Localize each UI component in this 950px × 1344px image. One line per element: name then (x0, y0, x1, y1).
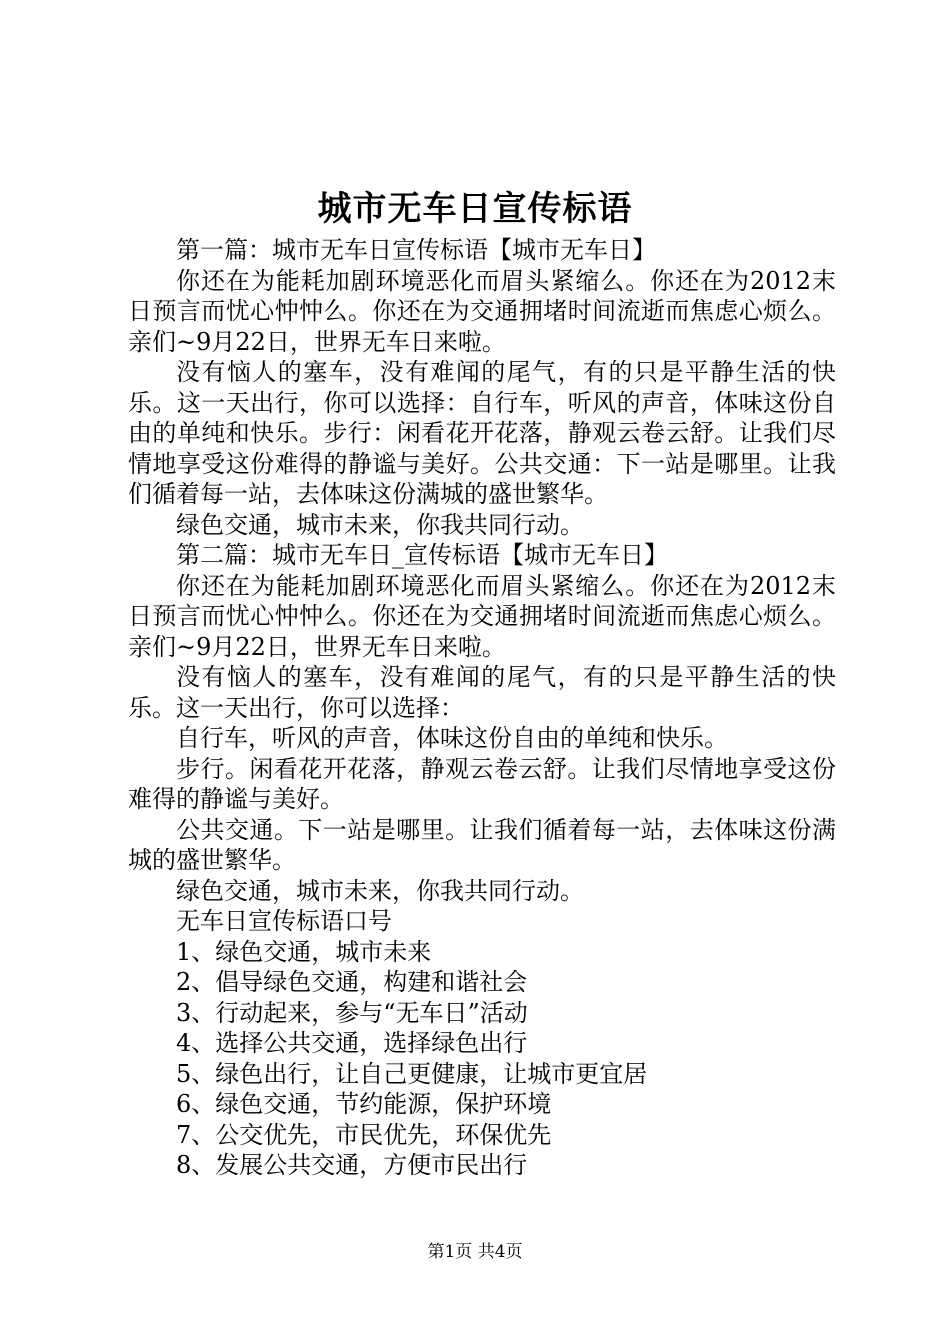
list-item: 6、绿色交通，节约能源，保护环境 (176, 1090, 552, 1118)
paragraph: 你还在为能耗加剧环境恶化而眉头紧缩么。你还在为2012末日预言而忧心忡忡么。你还在为交通拥堵时间流逝而焦虑心烦么。亲们~9月22日，世界无车日来啦。 (128, 266, 836, 356)
paragraph: 第一篇：城市无车日宣传标语【城市无车日】 (176, 236, 656, 264)
paragraph: 无车日宣传标语口号 (176, 907, 392, 935)
paragraph: 第二篇：城市无车日_宣传标语【城市无车日】 (176, 541, 668, 569)
list-item: 2、倡导绿色交通，构建和谐社会 (176, 968, 528, 996)
list-item: 5、绿色出行，让自己更健康，让城市更宜居 (176, 1059, 648, 1088)
paragraph: 你还在为能耗加剧环境恶化而眉头紧缩么。你还在为2012末日预言而忧心忡忡么。你还在为交通拥堵时间流逝而焦虑心烦么。亲们~9月22日，世界无车日来啦。 (128, 571, 836, 661)
paragraph: 自行车，听风的声音，体味这份自由的单纯和快乐。 (176, 724, 728, 752)
list-item: 1、绿色交通，城市未来 (176, 937, 432, 966)
document-title: 城市无车日宣传标语 (317, 189, 633, 229)
paragraph: 绿色交通，城市未来，你我共同行动。 (176, 510, 584, 539)
paragraph: 步行。闲看花开花落，静观云卷云舒。让我们尽情地享受这份难得的静谧与美好。 (128, 754, 836, 813)
document-body (128, 235, 836, 1181)
paragraph: 没有恼人的塞车，没有难闻的尾气，有的只是平静生活的快乐。这一天出行，你可以选择： (128, 663, 836, 722)
paragraph: 绿色交通，城市未来，你我共同行动。 (176, 876, 584, 905)
list-item: 3、行动起来，参与“无车日”活动 (176, 998, 528, 1027)
paragraph: 公共交通。下一站是哪里。让我们循着每一站，去体味这份满城的盛世繁华。 (128, 815, 836, 874)
list-item: 7、公交优先，市民优先，环保优先 (176, 1120, 552, 1149)
page-number-footer: 第1页 共4页 (427, 1242, 523, 1262)
paragraph: 没有恼人的塞车，没有难闻的尾气，有的只是平静生活的快乐。这一天出行，你可以选择：自行车，听风的声音，体味这份自由的单纯和快乐。步行：闲看花开花落，静观云卷云舒。让我们尽情地享受这份难得的静谧与美好。公共交通：下一站是哪里。让我们循着每一站，去体味这份满城的盛世繁华。 (128, 358, 836, 508)
list-item: 8、发展公共交通，方便市民出行 (176, 1151, 528, 1179)
list-item: 4、选择公共交通，选择绿色出行 (176, 1029, 528, 1057)
